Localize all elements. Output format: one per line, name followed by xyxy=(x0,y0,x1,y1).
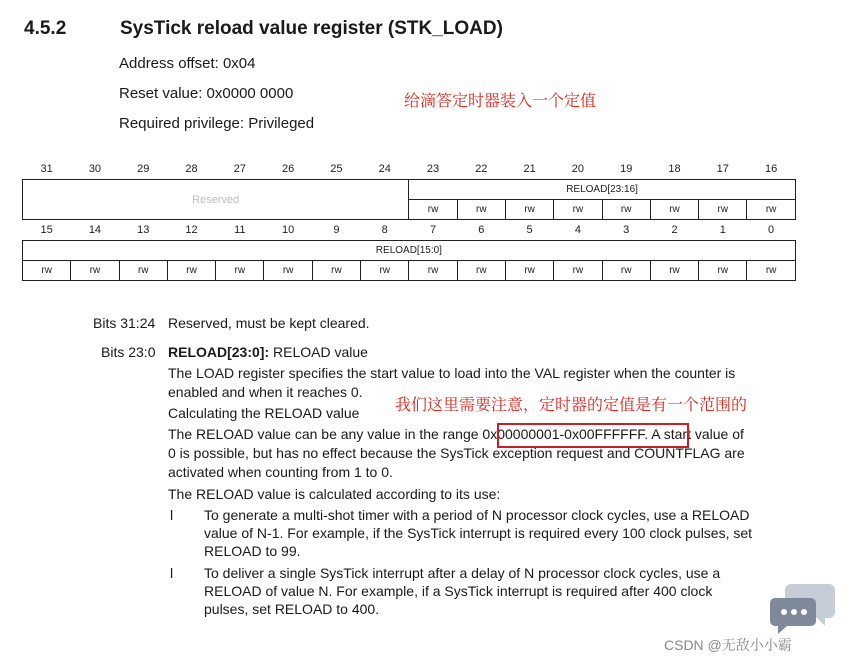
bit-number: 29 xyxy=(137,163,150,175)
bit-number: 5 xyxy=(526,224,533,236)
desc-line: enabled and when it reaches 0. xyxy=(168,384,363,400)
register-map xyxy=(22,159,796,281)
desc-subheading: Calculating the RELOAD value xyxy=(168,405,360,421)
field-reload-title: RELOAD value xyxy=(269,344,368,360)
bit-number: 12 xyxy=(185,224,198,236)
bit-number: 1 xyxy=(719,224,726,236)
bit-number: 24 xyxy=(378,163,391,175)
reload-high-field: RELOAD[23:16] xyxy=(409,180,795,200)
csdn-watermark: CSDN @无敌小小霸 xyxy=(664,637,792,653)
bit-number: 22 xyxy=(475,163,488,175)
bullet-marker: l xyxy=(170,507,174,523)
access-rw: rw xyxy=(650,261,698,281)
section-number: 4.5.2 xyxy=(24,18,67,39)
access-rw: rw xyxy=(264,261,312,281)
access-rw: rw xyxy=(119,261,167,281)
desc-line: The RELOAD value is calculated according to its use: xyxy=(168,486,501,502)
bit-number: 6 xyxy=(478,224,485,236)
field-reload-name: RELOAD[23:0]: xyxy=(168,344,270,360)
chat-bubble-icon xyxy=(769,580,837,636)
desc-line: activated when counting from 1 to 0. xyxy=(168,464,393,480)
bit-number: 18 xyxy=(668,163,681,175)
desc-line: 0 is possible, but has no effect because the SysTick exception request and COUNTFLAG are xyxy=(168,445,745,461)
access-rw: rw xyxy=(409,200,457,220)
bit-number: 31 xyxy=(40,163,53,175)
lower-bit-numbers xyxy=(23,220,796,241)
bit-number: 15 xyxy=(40,224,53,236)
bit-number: 27 xyxy=(233,163,246,175)
bit-number: 2 xyxy=(671,224,678,236)
access-rw: rw xyxy=(505,200,553,220)
bit-number: 11 xyxy=(234,224,246,236)
access-rw: rw xyxy=(361,261,409,281)
access-rw: rw xyxy=(699,200,747,220)
bit-number: 26 xyxy=(282,163,295,175)
field-bits-31-24: Bits 31:24 xyxy=(93,315,156,331)
reload-range-value: 0x00000001-0x00FFFFFF xyxy=(482,426,645,442)
access-rw: rw xyxy=(747,200,795,220)
bit-number: 17 xyxy=(716,163,729,175)
field-reserved-desc: Reserved, must be kept cleared. xyxy=(168,315,370,331)
access-rw: rw xyxy=(457,261,505,281)
access-rw: rw xyxy=(602,261,650,281)
bit-number: 21 xyxy=(523,163,536,175)
bit-number: 13 xyxy=(137,224,150,236)
reserved-field: Reserved xyxy=(23,180,409,220)
bit-number: 30 xyxy=(88,163,102,175)
access-rw: rw xyxy=(23,261,71,281)
access-rw: rw xyxy=(312,261,360,281)
bit-number: 16 xyxy=(764,163,778,175)
desc-line: The LOAD register specifies the start value to load into the VAL register when the counter is xyxy=(168,365,736,381)
access-rw: rw xyxy=(554,200,602,220)
access-rw: rw xyxy=(747,261,795,281)
bullet-line: value of N-1. For example, if the SysTick interrupt is required every 100 clock pulses, set xyxy=(204,525,753,541)
bit-number: 8 xyxy=(381,224,388,236)
bit-number: 20 xyxy=(571,163,585,175)
bullet-line: RELOAD of value N. For example, if a SysTick interrupt is required after 400 clock xyxy=(204,583,713,599)
section-title: SysTick reload value register (STK_LOAD) xyxy=(120,18,503,39)
field-reload-heading xyxy=(168,343,368,362)
access-rw: rw xyxy=(699,261,747,281)
desc-range-suffix: . A start value of xyxy=(644,426,744,442)
bullet-line: RELOAD to 99. xyxy=(204,543,301,559)
access-rw: rw xyxy=(457,200,505,220)
access-rw: rw xyxy=(216,261,264,281)
annotation-range-note: 我们这里需要注意，定时器的定值是有一个范围的 xyxy=(395,397,748,414)
access-rw: rw xyxy=(71,261,119,281)
access-rw: rw xyxy=(554,261,602,281)
annotation-reload-note: 给滴答定时器装入一个定值 xyxy=(404,93,597,110)
bit-number: 9 xyxy=(333,224,340,236)
bullet-line: pulses, set RELOAD to 400. xyxy=(204,601,380,617)
bit-number: 0 xyxy=(768,224,775,236)
bit-number: 23 xyxy=(426,163,440,175)
bit-number: 28 xyxy=(185,163,198,175)
bit-number: 19 xyxy=(620,163,633,175)
desc-range-prefix: The RELOAD value can be any value in the range xyxy=(168,426,483,442)
field-bits-23-0: Bits 23:0 xyxy=(101,344,156,360)
bit-number: 25 xyxy=(330,163,343,175)
access-rw: rw xyxy=(505,261,553,281)
address-offset: Address offset: 0x04 xyxy=(119,55,256,72)
bit-number: 4 xyxy=(574,224,581,236)
bit-number: 14 xyxy=(88,224,102,236)
bit-number: 10 xyxy=(282,224,295,236)
bullet-marker: l xyxy=(170,565,174,581)
bullet-line: To generate a multi-shot timer with a period of N processor clock cycles, use a RELOAD xyxy=(204,507,750,523)
access-rw: rw xyxy=(650,200,698,220)
access-rw: rw xyxy=(602,200,650,220)
access-rw: rw xyxy=(409,261,457,281)
bit-number: 7 xyxy=(429,224,437,236)
access-rw: rw xyxy=(167,261,215,281)
bit-number: 3 xyxy=(623,224,630,236)
bullet-line: To deliver a single SysTick interrupt after a delay of N processor clock cycles, use a xyxy=(204,565,721,581)
reset-value: Reset value: 0x0000 0000 xyxy=(119,85,294,102)
upper-bit-numbers xyxy=(23,159,796,180)
required-privilege: Required privilege: Privileged xyxy=(119,115,315,132)
reload-low-field: RELOAD[15:0] xyxy=(23,241,796,261)
